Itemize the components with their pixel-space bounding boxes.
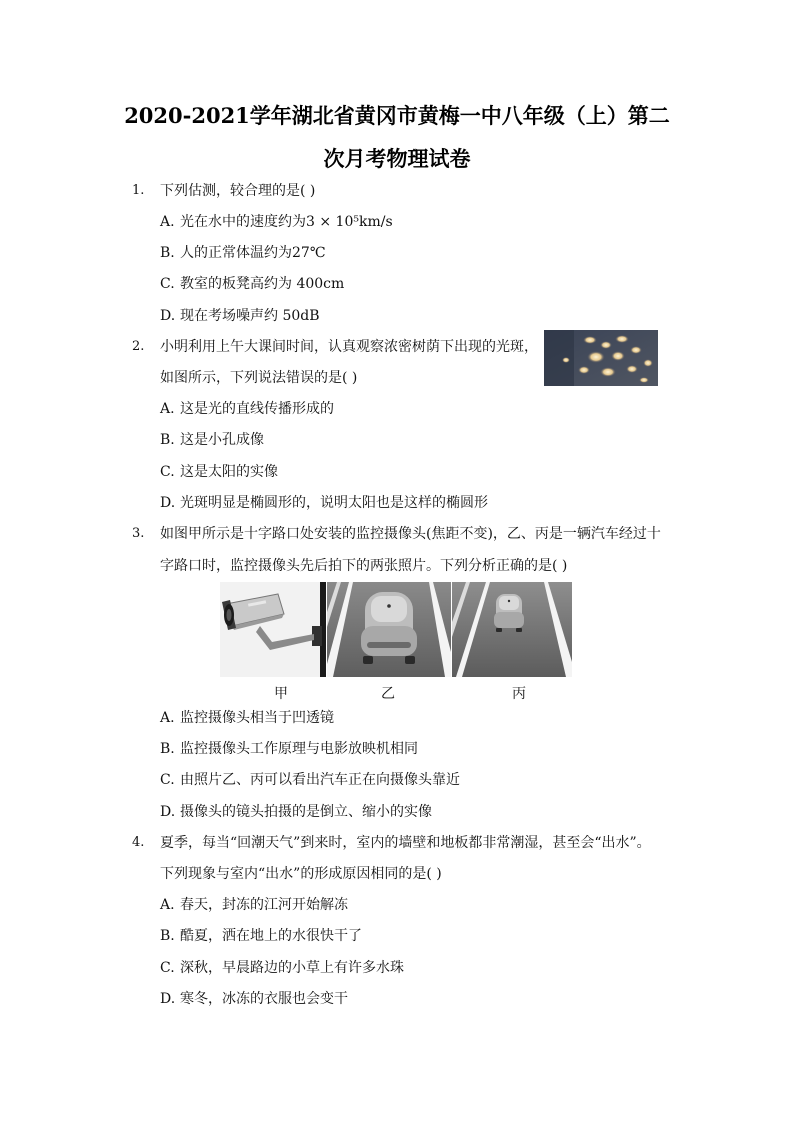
option-c: C. 深秋，早晨路边的小草上有许多水珠 (160, 960, 404, 976)
question-number: 3. (132, 526, 145, 541)
question-stem-line-2: 字路口时，监控摄像头先后拍下的两张照片。下列分析正确的是( ) (160, 558, 568, 574)
surveillance-camera-photo (220, 582, 326, 677)
question-stem: 下列估测，较合理的是( ) (160, 183, 316, 199)
option-b: B. 监控摄像头工作原理与电影放映机相同 (160, 741, 418, 757)
light-spots-photo (544, 330, 658, 386)
option-b: B. 酷夏，洒在地上的水很快干了 (160, 928, 362, 944)
option-d: D. 摄像头的镜头拍摄的是倒立、缩小的实像 (160, 804, 432, 820)
option-c: C. 这是太阳的实像 (160, 464, 278, 480)
option-a: A. 光在水中的速度约为3 × 10⁵km/s (160, 214, 393, 230)
question-stem-line-1: 夏季，每当“回潮天气”到来时，室内的墙壁和地板都非常潮湿，甚至会“出水”。 (160, 835, 651, 851)
option-c: C. 教室的板凳高约为 400cm (160, 276, 345, 292)
question-stem-line-2: 如图所示，下列说法错误的是( ) (160, 370, 358, 386)
option-b: B. 这是小孔成像 (160, 432, 264, 448)
question-stem-line-1: 小明利用上午大课间时间，认真观察浓密树荫下出现的光斑， (160, 339, 538, 355)
figure-caption-yi: 乙 (381, 686, 395, 702)
question-stem-line-2: 下列现象与室内“出水”的形成原因相同的是( ) (160, 866, 442, 882)
car-photo-near (327, 582, 451, 677)
question-stem-line-1: 如图甲所示是十字路口处安装的监控摄像头(焦距不变)，乙、丙是一辆汽车经过十 (160, 526, 661, 542)
exam-title-line-1: 2020-2021学年湖北省黄冈市黄梅一中八年级（上）第二 (124, 103, 670, 128)
question-number: 2. (132, 339, 145, 354)
option-d: D. 现在考场噪声约 50dB (160, 308, 320, 324)
option-a: A. 监控摄像头相当于凹透镜 (160, 710, 334, 726)
option-c: C. 由照片乙、丙可以看出汽车正在向摄像头靠近 (160, 772, 460, 788)
option-a: A. 春天，封冻的江河开始解冻 (160, 897, 348, 913)
option-a: A. 这是光的直线传播形成的 (160, 401, 334, 417)
option-b: B. 人的正常体温约为27℃ (160, 245, 326, 261)
question-number: 4. (132, 835, 145, 850)
car-photo-far (452, 582, 572, 677)
exam-title-line-2: 次月考物理试卷 (323, 146, 471, 171)
option-d: D. 光斑明显是椭圆形的，说明太阳也是这样的椭圆形 (160, 495, 488, 511)
question-number: 1. (132, 183, 145, 198)
option-d: D. 寒冬，冰冻的衣服也会变干 (160, 991, 348, 1007)
figure-caption-jia: 甲 (274, 686, 288, 702)
figure-caption-bing: 丙 (512, 686, 526, 702)
